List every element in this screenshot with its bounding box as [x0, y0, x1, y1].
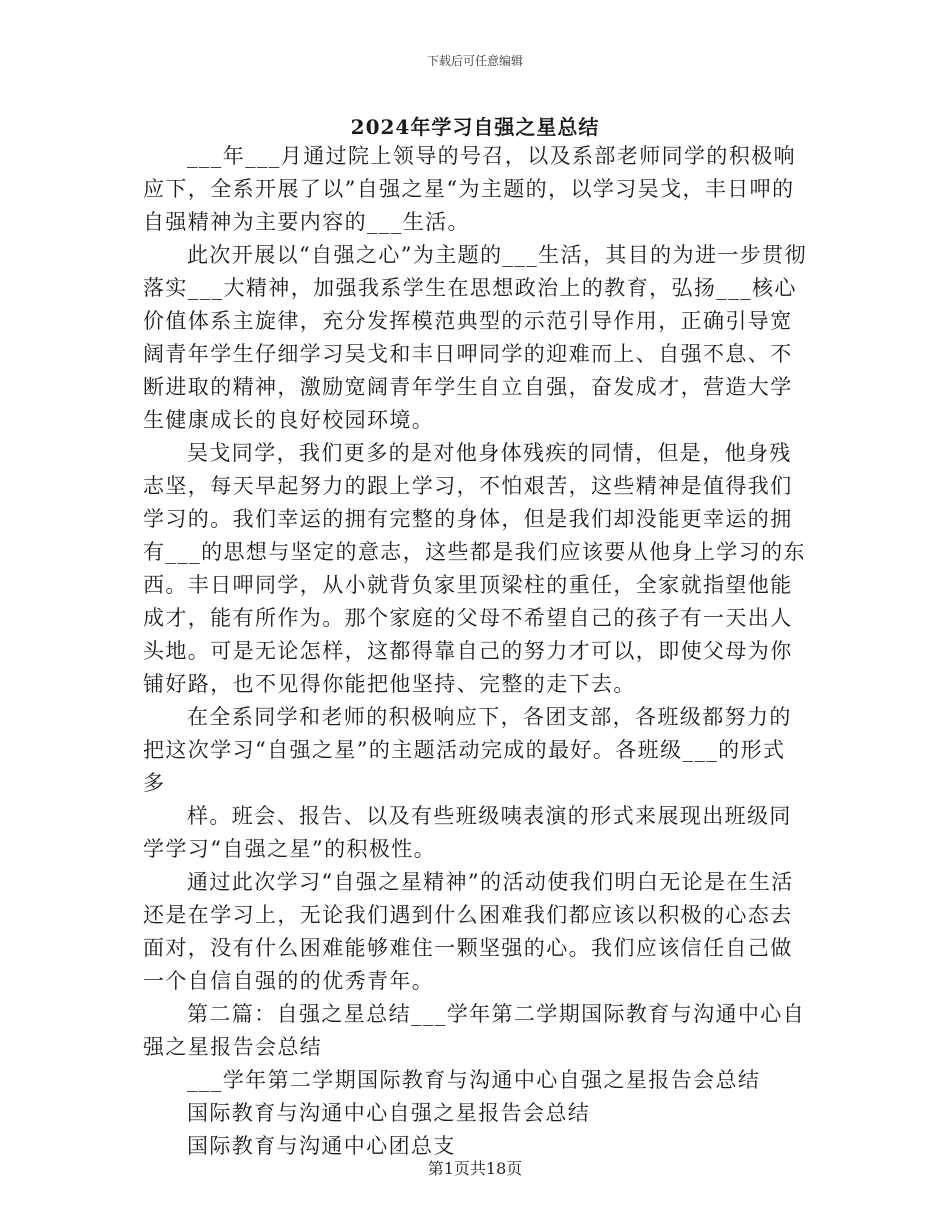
page-footer: 第1页共18页	[427, 1159, 523, 1178]
paragraph-1: ___年___月通过院上领导的号召，以及系部老师同学的积极响应下，全系开展了以”自强之星“为主题的，以学习吴戈，丰日呷的自强精神为主要内容的___生活。	[143, 144, 796, 234]
paragraph-8: ___学年第二学期国际教育与沟通中心自强之星报告会总结	[187, 1068, 761, 1092]
paragraph-4: 在全系同学和老师的积极响应下，各团支部，各班级都努力的把这次学习“自强之星”的主题活动完成的最好。各班级___的形式多	[143, 705, 792, 795]
header-note: 下载后可任意编辑	[426, 54, 523, 68]
paragraph-6: 通过此次学习“自强之星精神”的活动使我们明白无论是在生活还是在学习上，无论我们遇到什么困难我们都应该以积极的心态去面对，没有什么困难能够难住一颗坚强的心。我们应该信任自己做一个自信自强的的优秀青年。	[143, 870, 794, 993]
paragraph-2: 此次开展以“自强之心”为主题的___生活，其目的为进一步贯彻落实___大精神，加强我系学生在思想政治上的教育，弘扬___核心价值体系主旋律，充分发挥模范典型的示范引导作用，正确引导宽阔青年学生仔细学习吴戈和丰日呷同学的迎难而上、自强不息、不断进取的精神，激励宽阔青年学生自立自强，奋发成才，营造大学生健康成长的良好校园环境。	[143, 243, 807, 432]
paragraph-9: 国际教育与沟通中心自强之星报告会总结	[187, 1101, 591, 1125]
paragraph-5: 样。班会、报告、以及有些班级咦表演的形式来展现出班级同学学习“自强之星”的积极性。	[143, 804, 792, 861]
paragraph-3: 吴戈同学，我们更多的是对他身体残疾的同情，但是，他身残志坚，每天早起努力的跟上学习，不怕艰苦，这些精神是值得我们学习的。我们幸运的拥有完整的身体，但是我们却没能更幸运的拥有___的思想与坚定的意志，这些都是我们应该要从他身上学习的东西。丰日呷同学，从小就背负家里顶梁柱的重任，全家就指望他能成才，能有所作为。那个家庭的父母不希望自己的孩子有一天出人头地。可是无论怎样，这都得靠自己的努力才可以，即使父母为你铺好路，也不见得你能把他坚持、完整的走下去。	[143, 441, 806, 696]
document-body	[143, 140, 807, 1163]
paragraph-10: 国际教育与沟通中心团总支	[187, 1134, 456, 1158]
paragraph-7: 第二篇：自强之星总结___学年第二学期国际教育与沟通中心自强之星报告会总结	[143, 1002, 806, 1059]
document-title: 2024年学习自强之星总结	[350, 115, 600, 139]
